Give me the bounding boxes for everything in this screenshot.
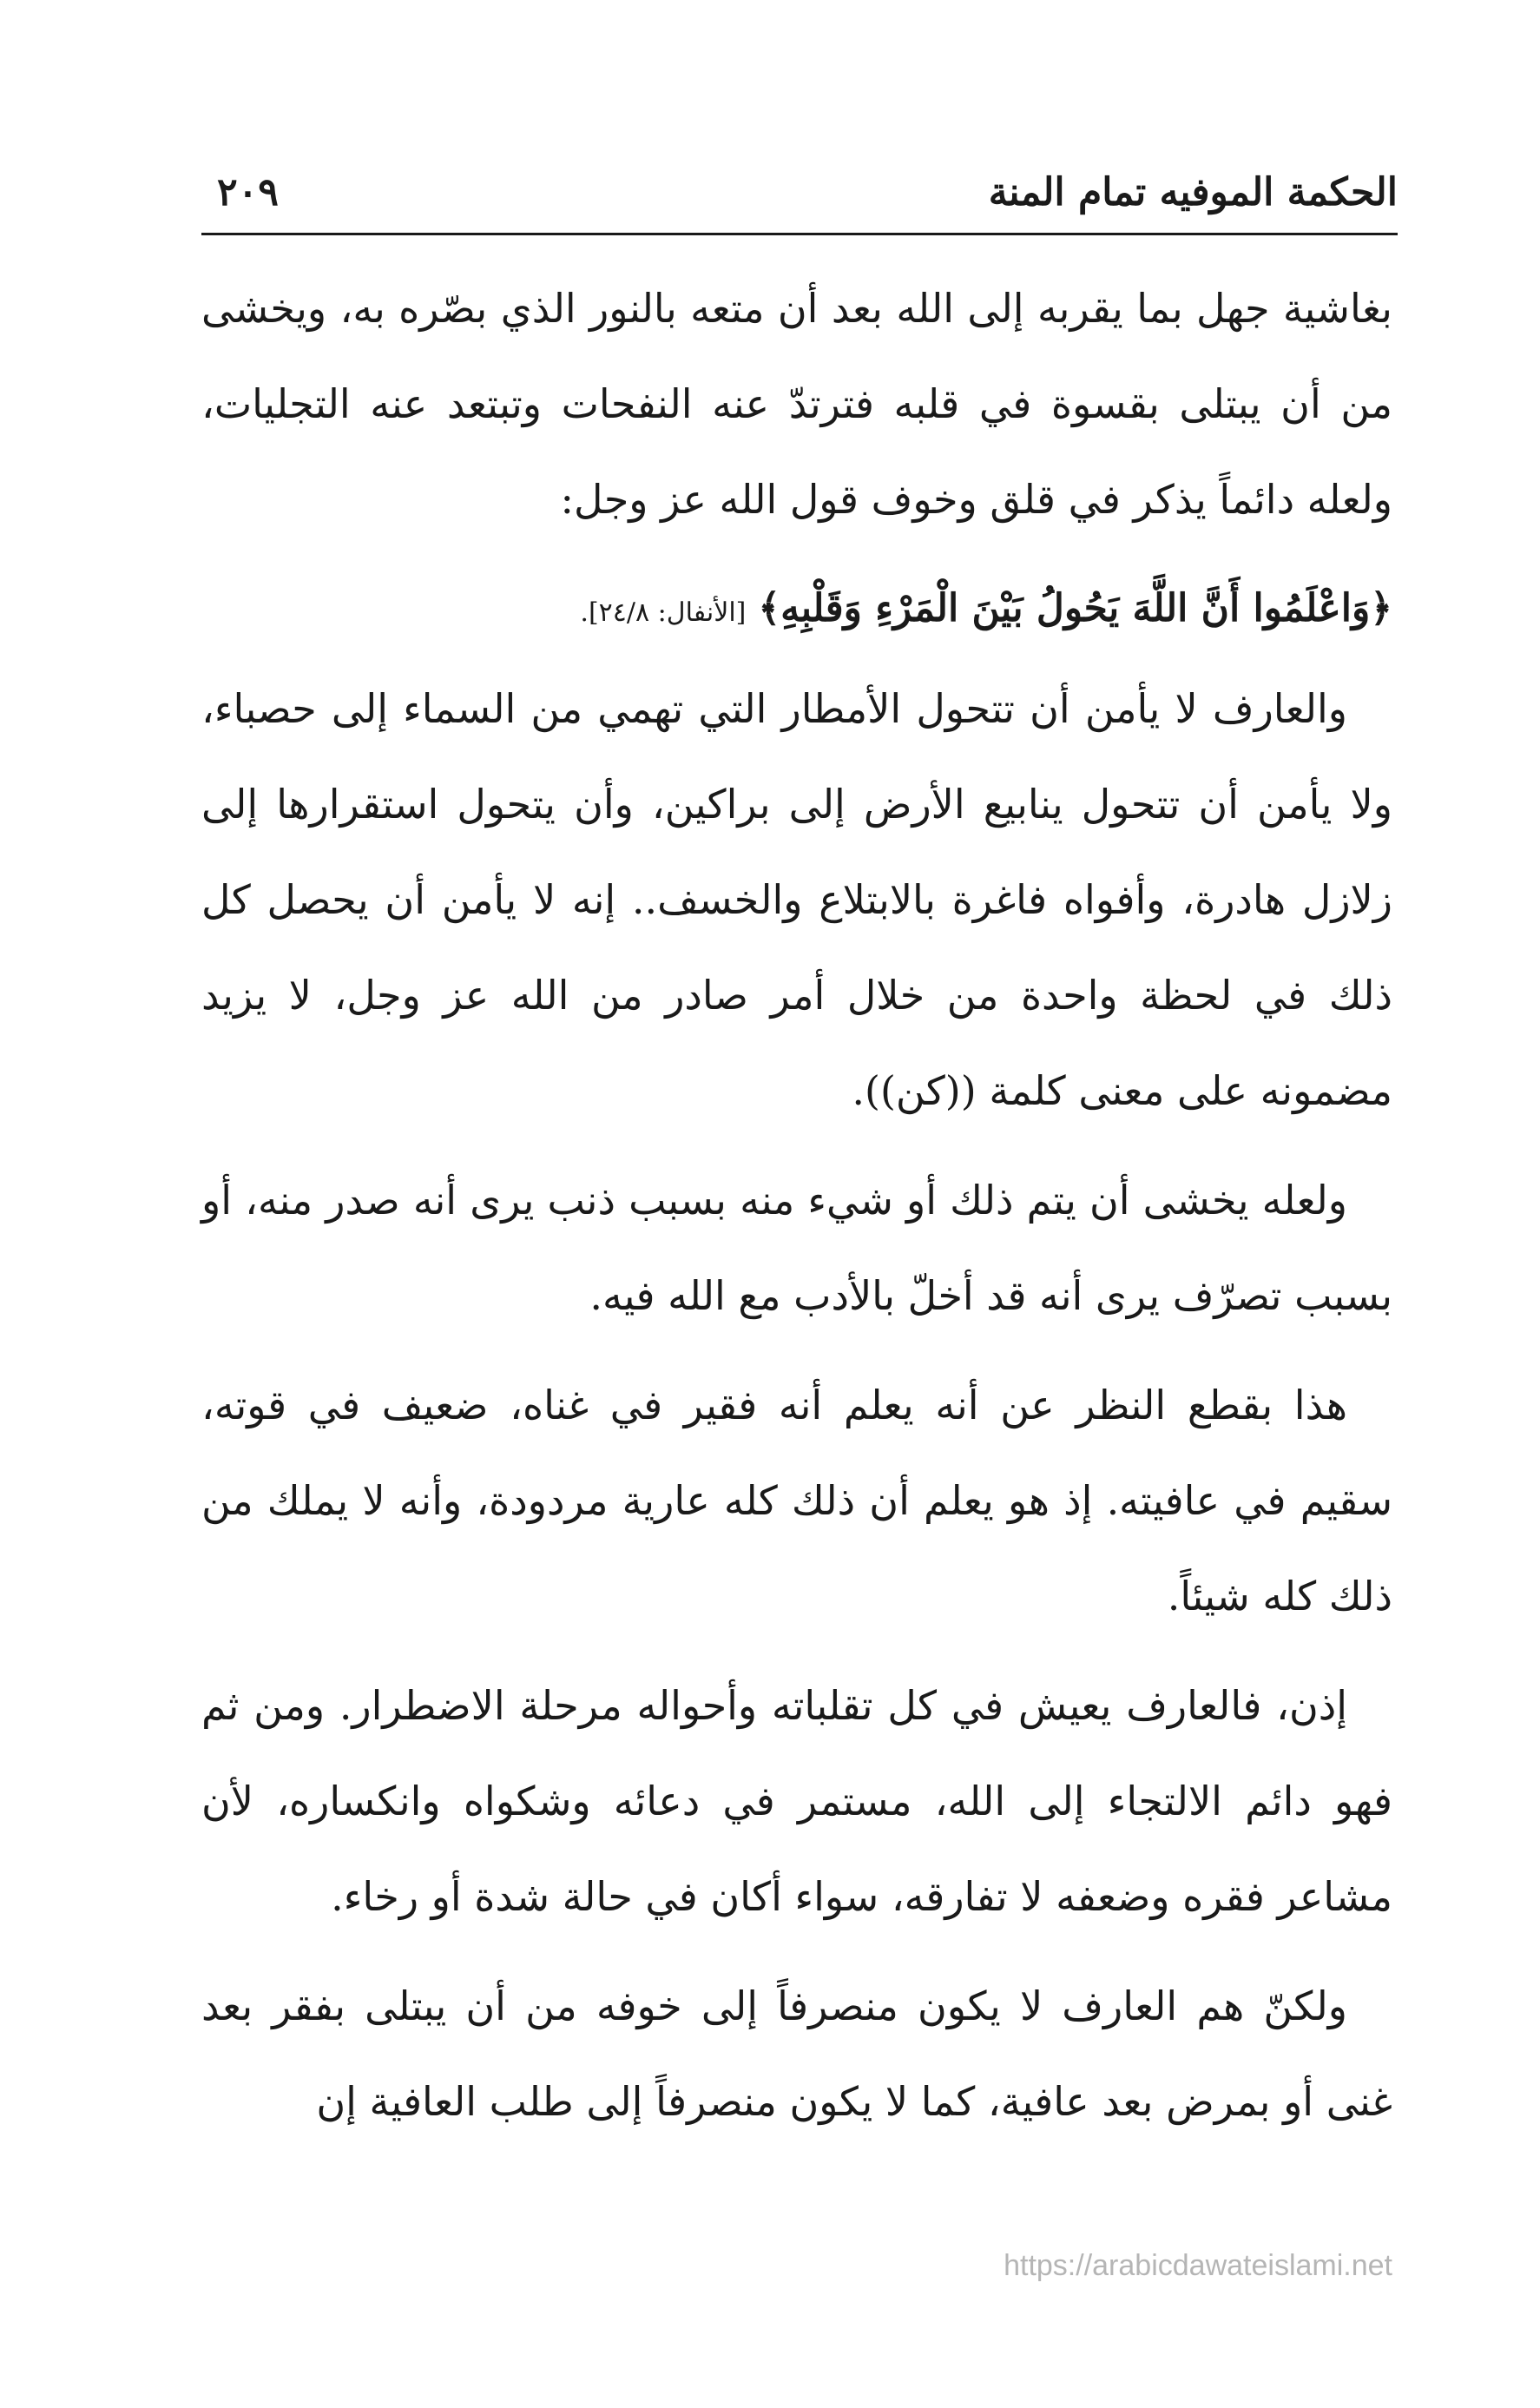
verse-line xyxy=(201,561,1392,661)
page-number: ٢٠٩ xyxy=(217,170,279,214)
header-title: الحكمة الموفيه تمام المنة xyxy=(988,170,1398,214)
paragraph-1-text: بغاشية جهل بما يقربه إلى الله بعد أن متعه بالنور الذي بصّره به، ويخشى من أن يبتلى بقسوة في قلبه فترتدّ عنه النفحات وتبتعد عنه التجليات، ولعله دائماً يذكر في قلق وخوف قول الله عز وجل: xyxy=(201,285,1392,523)
paragraph-6: ولكنّ هم العارف لا يكون منصرفاً إلى خوفه من أن يبتلى بفقر بعد غنى أو بمرض بعد عافية، كما لا يكون منصرفاً إلى طلب العافية إن xyxy=(201,1982,1392,2125)
body-text xyxy=(201,261,1392,2163)
running-header xyxy=(201,165,1398,234)
paragraph-4: هذا بقطع النظر عن أنه يعلم أنه فقير في غناه، ضعيف في قوته، سقيم في عافيته. إذ هو يعلم أن ذلك كله عارية مردودة، وأنه لا يملك من ذلك كله شيئاً. xyxy=(201,1382,1392,1620)
paragraph-3: ولعله يخشى أن يتم ذلك أو شيء منه بسبب ذنب يرى أنه صدر منه، أو بسبب تصرّف يرى أنه قد أخلّ بالأدب مع الله فيه. xyxy=(201,1177,1392,1319)
verse-reference: [الأنفال: ٢٤/٨]. xyxy=(580,597,747,628)
header-rule xyxy=(201,233,1398,235)
quran-verse: ﴿وَاعْلَمُوا أَنَّ اللَّهَ يَحُولُ بَيْنَ الْمَرْءِ وَقَلْبِهِ﴾ xyxy=(758,586,1392,630)
paragraph-5: إذن، فالعارف يعيش في كل تقلباته وأحواله مرحلة الاضطرار. ومن ثم فهو دائم الالتجاء إلى الله، مستمر في دعائه وشكواه وانكساره، لأن مشاعر فقره وضعفه لا تفارقه، سواء أكان في حالة شدة أو رخاء. xyxy=(201,1682,1392,1920)
paragraph-2: والعارف لا يأمن أن تتحول الأمطار التي تهمي من السماء إلى حصباء، ولا يأمن أن تتحول ينابيع الأرض إلى براكين، وأن يتحول استقرارها إلى زلازل هادرة، وأفواه فاغرة بالابتلاع والخسف.. إنه لا يأمن أن يحصل كل ذلك في لحظة واحدة من خلال أمر صادر من الله عز وجل، لا يزيد مضمونه على معنى كلمة ((كن)). xyxy=(201,685,1392,1114)
paragraph-1 xyxy=(201,261,1392,547)
watermark-url: https://arabicdawateislami.net xyxy=(1004,2249,1392,2282)
